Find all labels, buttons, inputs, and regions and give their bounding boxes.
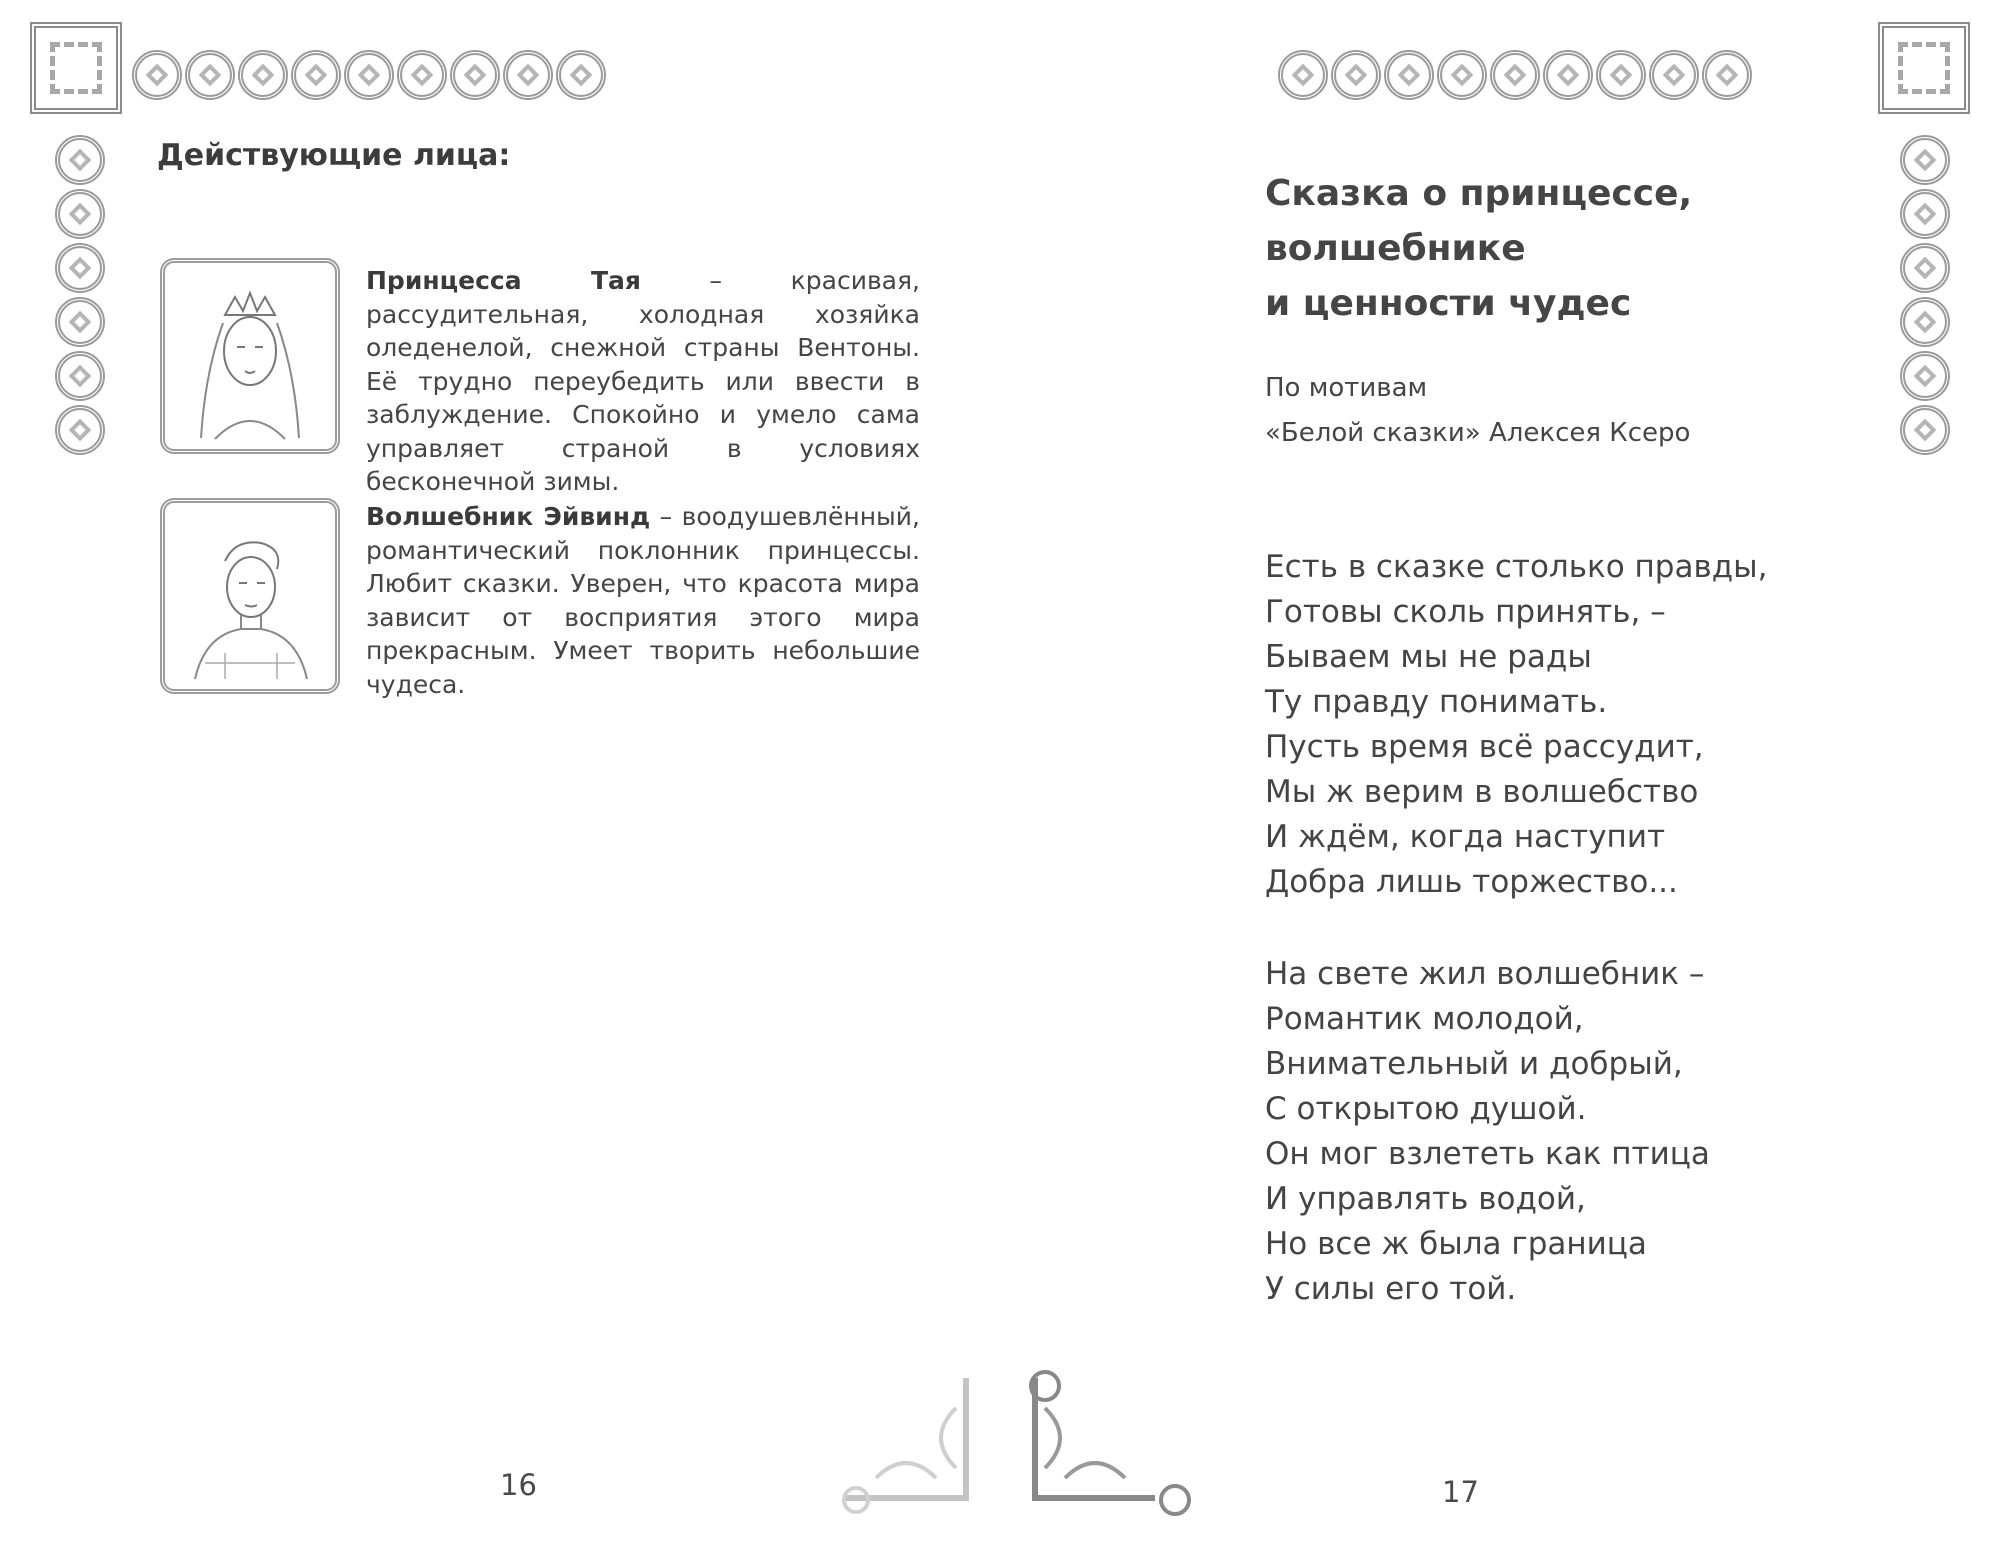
celtic-knot-icon bbox=[55, 405, 105, 455]
celtic-knot-icon bbox=[185, 50, 235, 100]
poem-line: У силы его той. bbox=[1265, 1271, 1517, 1307]
story-title bbox=[1265, 166, 1765, 331]
celtic-knot-icon bbox=[1900, 351, 1950, 401]
poem-line: И ждём, когда наступит bbox=[1265, 819, 1666, 855]
poem-line: Готовы сколь принять, – bbox=[1265, 594, 1666, 630]
poem-line: Пусть время всё рассудит, bbox=[1265, 729, 1704, 765]
celtic-knot-icon bbox=[1331, 50, 1381, 100]
celtic-knot-icon bbox=[1596, 50, 1646, 100]
celtic-knot-icon bbox=[238, 50, 288, 100]
poem-line: Он мог взлететь как птица bbox=[1265, 1136, 1710, 1172]
celtic-corner-icon bbox=[1878, 22, 1970, 114]
celtic-knot-icon bbox=[55, 297, 105, 347]
celtic-knot-icon bbox=[1900, 243, 1950, 293]
wizard-text: – воодушевлённый, романтический поклонник принцессы. Любит сказки. Уверен, что красота мира зависит от восприятия этого мира прекрасным. Умеет творить небольшие чудеса. bbox=[366, 502, 920, 699]
poem-stanza-2 bbox=[1265, 952, 1710, 1312]
celtic-knot-icon bbox=[1437, 50, 1487, 100]
celtic-knot-icon bbox=[1278, 50, 1328, 100]
cast-heading: Действующие лица: bbox=[157, 138, 511, 173]
celtic-knot-icon bbox=[132, 50, 182, 100]
poem-line: С открытою душой. bbox=[1265, 1091, 1587, 1127]
title-line-2: волшебнике bbox=[1265, 228, 1526, 269]
poem-line: Но все ж была граница bbox=[1265, 1226, 1647, 1262]
celtic-knot-icon bbox=[1702, 50, 1752, 100]
top-border-ornament bbox=[1278, 50, 1752, 100]
celtic-knot-icon bbox=[55, 189, 105, 239]
celtic-corner-icon bbox=[30, 22, 122, 114]
celtic-knot-icon bbox=[1900, 189, 1950, 239]
poem-stanza-1 bbox=[1265, 545, 1768, 905]
celtic-knot-icon bbox=[1900, 297, 1950, 347]
celtic-corner-icon bbox=[836, 1368, 976, 1518]
title-line-3: и ценности чудес bbox=[1265, 283, 1632, 324]
celtic-knot-icon bbox=[55, 351, 105, 401]
top-border-ornament bbox=[132, 50, 606, 100]
celtic-knot-icon bbox=[397, 50, 447, 100]
celtic-knot-icon bbox=[1490, 50, 1540, 100]
celtic-knot-icon bbox=[1900, 405, 1950, 455]
celtic-knot-icon bbox=[55, 243, 105, 293]
wizard-description bbox=[366, 500, 920, 701]
poem-line: Внимательный и добрый, bbox=[1265, 1046, 1683, 1082]
story-subtitle bbox=[1265, 366, 1690, 456]
celtic-knot-icon bbox=[344, 50, 394, 100]
poem-line: Романтик молодой, bbox=[1265, 1001, 1584, 1037]
subtitle-line-2: «Белой сказки» Алексея Ксеро bbox=[1265, 418, 1691, 448]
celtic-knot-icon bbox=[1900, 135, 1950, 185]
celtic-knot-icon bbox=[1384, 50, 1434, 100]
right-page bbox=[1000, 0, 2000, 1549]
celtic-knot-icon bbox=[55, 135, 105, 185]
poem-line: И управлять водой, bbox=[1265, 1181, 1586, 1217]
poem-line: На свете жил волшебник – bbox=[1265, 956, 1705, 992]
princess-portrait-icon bbox=[160, 258, 340, 454]
celtic-knot-icon bbox=[1543, 50, 1593, 100]
celtic-knot-icon bbox=[503, 50, 553, 100]
wizard-portrait-icon bbox=[160, 498, 340, 694]
princess-description bbox=[366, 264, 920, 499]
page-number-16: 16 bbox=[500, 1468, 537, 1502]
wizard-name: Волшебник Эйвинд bbox=[366, 502, 651, 531]
poem-line: Есть в сказке столько правды, bbox=[1265, 549, 1768, 585]
title-line-1: Сказка о принцессе, bbox=[1265, 173, 1693, 214]
celtic-knot-icon bbox=[450, 50, 500, 100]
poem-line: Бываем мы не рады bbox=[1265, 639, 1592, 675]
celtic-knot-icon bbox=[291, 50, 341, 100]
princess-text: – красивая, рассудительная, холодная хозяйка оледенелой, снежной страны Вентоны. Её трудно переубедить или ввести в заблуждение. Спокойно и умело сама управляет страной в условиях бесконечной зимы. bbox=[366, 266, 920, 496]
subtitle-line-1: По мотивам bbox=[1265, 373, 1428, 403]
poem-line: Мы ж верим в волшебство bbox=[1265, 774, 1699, 810]
poem-line: Ту правду понимать. bbox=[1265, 684, 1608, 720]
page-number-17: 17 bbox=[1442, 1475, 1479, 1509]
right-border-ornament bbox=[1900, 135, 1950, 455]
celtic-corner-icon bbox=[1025, 1368, 1205, 1518]
celtic-knot-icon bbox=[1649, 50, 1699, 100]
princess-name: Принцесса Тая bbox=[366, 266, 641, 295]
left-border-ornament bbox=[55, 135, 105, 455]
celtic-knot-icon bbox=[556, 50, 606, 100]
poem-line: Добра лишь торжество... bbox=[1265, 864, 1678, 900]
